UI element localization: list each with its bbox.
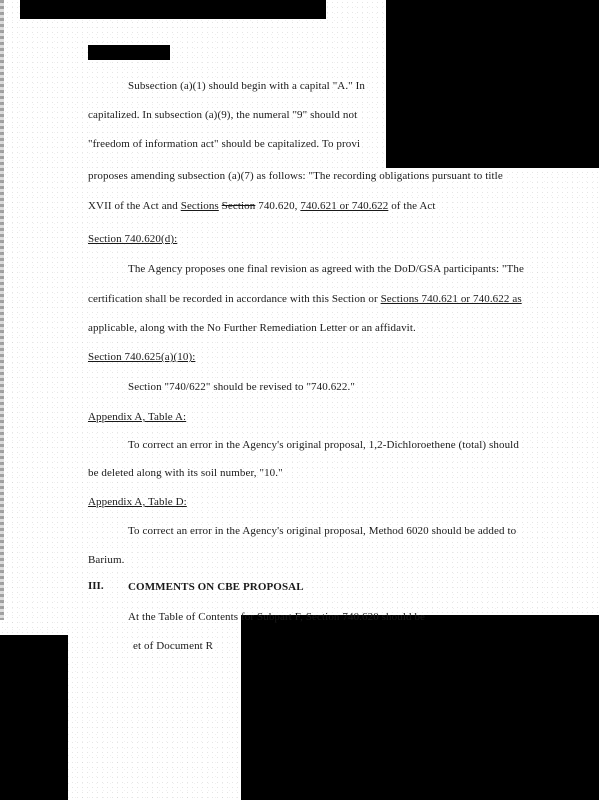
section-heading: Appendix A, Table D: xyxy=(88,496,187,508)
body-line: The Agency proposes one final revision as agreed with the DoD/GSA participants: "The xyxy=(128,263,524,275)
body-line: To correct an error in the Agency's original proposal, 1,2-Dichloroethene (total) should xyxy=(128,439,519,451)
redaction-block-heading xyxy=(88,45,170,60)
text-segment: XVII of the Act and xyxy=(88,200,181,212)
inserted-text: Sections 740.621 or 740.622 as xyxy=(380,293,522,305)
deleted-text: Section xyxy=(221,200,256,212)
body-line: proposes amending subsection (a)(7) as follows: "The recording obligations pursuant to title xyxy=(88,170,503,182)
scan-edge-artifact xyxy=(0,0,4,620)
redaction-block-bottom-right xyxy=(241,615,599,800)
body-line: applicable, along with the No Further Remediation Letter or an affidavit. xyxy=(88,322,416,334)
body-line: At the Table of Contents for Subpart F, Section 740.620 should be xyxy=(128,611,426,623)
body-line: Section "740/622" should be revised to "740.622." xyxy=(128,381,355,393)
redaction-block-top-right xyxy=(386,0,599,168)
section-heading: Appendix A, Table A: xyxy=(88,411,187,423)
text-segment: certification shall be recorded in accordance with this Section or xyxy=(88,293,381,305)
text-segment: 740.620, xyxy=(255,200,301,212)
section-number: III. xyxy=(88,580,104,592)
redaction-block-bottom-left xyxy=(0,635,68,800)
body-line: be deleted along with its soil number, "10." xyxy=(88,467,283,479)
body-line xyxy=(88,292,522,306)
body-line: et of Document R xyxy=(133,640,214,652)
body-line: capitalized. In subsection (a)(9), the numeral "9" should not xyxy=(88,109,358,121)
body-line: Barium. xyxy=(88,554,125,566)
section-title: COMMENTS ON CBE PROPOSAL xyxy=(128,581,304,593)
body-line: "freedom of information act" should be capitalized. To provi xyxy=(88,138,361,150)
text-segment: of the Act xyxy=(388,200,436,212)
body-line: To correct an error in the Agency's original proposal, Method 6020 should be added to xyxy=(128,525,517,537)
redaction-block-top-left xyxy=(20,0,326,19)
body-line xyxy=(88,199,436,213)
section-heading: Section 740.625(a)(10): xyxy=(88,351,196,363)
inserted-text: Sections xyxy=(180,200,219,212)
section-heading: Section 740.620(d): xyxy=(88,233,178,245)
inserted-text: 740.621 or 740.622 xyxy=(300,200,389,212)
body-line: Subsection (a)(1) should begin with a capital "A." In xyxy=(128,80,365,92)
